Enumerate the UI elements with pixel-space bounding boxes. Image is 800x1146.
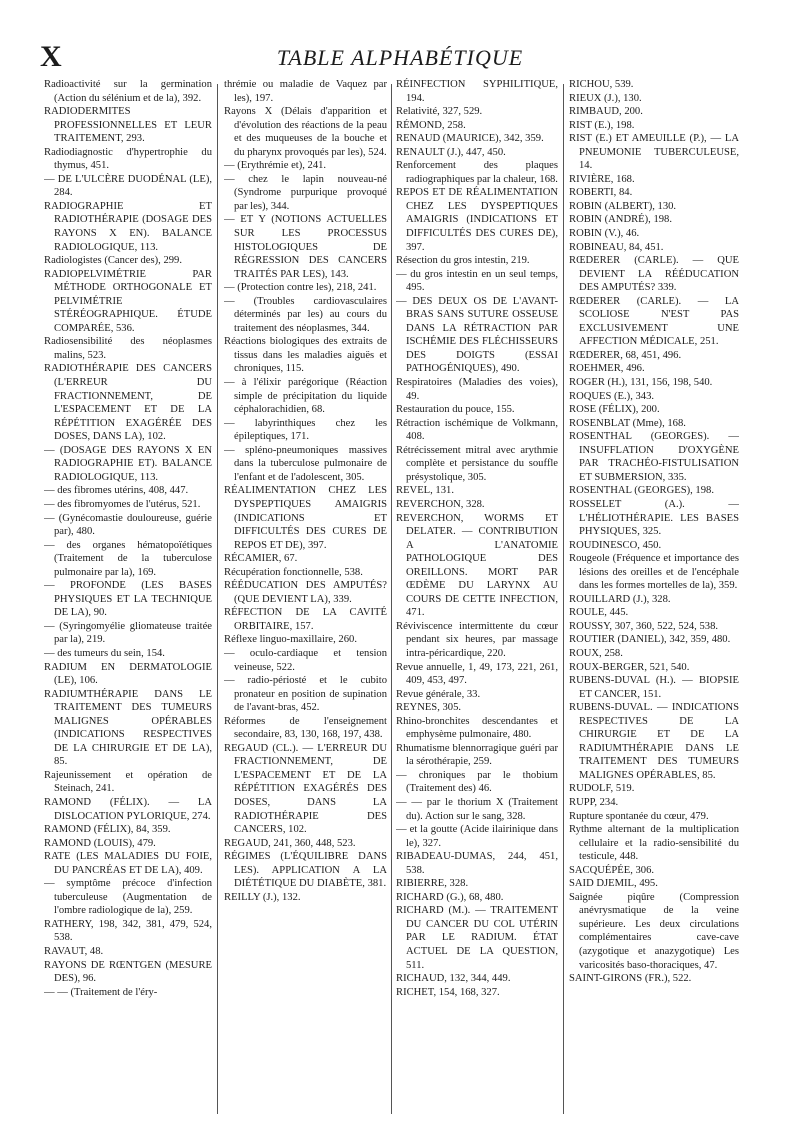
index-entry: thrémie ou maladie de Vaquez par les), 197. — [224, 79, 387, 104]
index-entry: RUBENS-DUVAL (H.). — BIOPSIE ET CANCER, 151. — [569, 675, 739, 700]
index-entry: RIST (E.), 198. — [569, 119, 635, 131]
index-entry: RÉFECTION DE LA CAVITÉ ORBITAIRE, 157. — [224, 607, 387, 632]
index-entry: RADIOGRAPHIE ET RADIOTHÉRAPIE (DOSAGE DES RAYONS X EN). BALANCE RADIOLOGIQUE, 113. — [44, 200, 212, 253]
index-entry: Rhumatisme blennorragique guéri par la sérothérapie, 259. — [396, 742, 558, 768]
index-entry: — spléno-pneumoniques massives dans la tuberculose pulmonaire de l'enfant et de l'adolescent, 305. — [224, 444, 387, 483]
index-entry: — des fibromes utérins, 408, 447. — [44, 485, 189, 497]
index-entry: RÉINFECTION SYPHILITIQUE, 194. — [396, 79, 558, 104]
index-entry: Réactions biologiques des extraits de tissus dans les maladies aiguës et chroniques, 115. — [224, 336, 387, 375]
index-entry: ROSENTHAL (GEORGES). — INSUFFLATION D'OXYGÈNE PAR TRACHÉO-FISTULISATION ET SUBMERSION, 335. — [569, 431, 739, 483]
page-title: TABLE ALPHABÉTIQUE — [276, 45, 524, 70]
index-entry: RIEUX (J.), 130. — [569, 92, 642, 104]
index-entry: REILLY (J.), 132. — [224, 891, 301, 903]
index-entry: RAMOND (FÉLIX). — LA DISLOCATION PYLORIQUE, 274. — [44, 796, 212, 822]
index-entry: RIVIÈRE, 168. — [569, 173, 635, 185]
index-entry: ROEHMER, 496. — [569, 363, 645, 375]
section-letter: X — [40, 40, 62, 73]
index-entry: ROSSELET (A.). — L'HÉLIOTHÉRAPIE. LES BASES PHYSIQUES, 325. — [569, 498, 739, 538]
index-entry: Rupture spontanée du cœur, 479. — [569, 810, 709, 822]
index-entry: RADIOTHÉRAPIE DES CANCERS (L'ERREUR DU FRACTIONNEMENT, DE L'ESPACEMENT ET DE LA RÉPÉTITION EXAGÉRÉE DES DOSES, DANS LA), 102. — [44, 363, 212, 443]
index-entry: ROBINEAU, 84, 451. — [569, 241, 664, 253]
index-entry: ROSENBLAT (Mme), 168. — [569, 417, 686, 429]
index-entry: ROUDINESCO, 450. — [569, 539, 662, 551]
page-header — [0, 40, 800, 80]
index-entry: RICHAUD, 132, 344, 449. — [396, 973, 511, 985]
index-entry: RICHET, 154, 168, 327. — [396, 986, 500, 998]
index-entry: — DES DEUX OS DE L'AVANT-BRAS SANS SUTURE OSSEUSE DANS LA RÉTRACTION PAR ISCHÉMIE DES FLÉCHISSEURS DES DOIGTS (ESSAI PATHOGÉNIQUES), 490. — [396, 295, 558, 375]
index-entry: RIMBAUD, 200. — [569, 106, 643, 118]
index-entry: REGAUD (CL.). — L'ERREUR DU FRACTIONNEMENT, DE L'ESPACEMENT ET DE LA RÉPÉTITION EXAGÉRÉS DES DOSES, DANS LA RADIOTHÉRAPIE DES CANCERS, 102. — [224, 742, 387, 836]
index-entry: REGAUD, 241, 360, 448, 523. — [224, 837, 356, 849]
index-entry: RADIOPELVIMÉTRIE PAR MÉTHODE ORTHOGONALE ET PELVIMÉTRIE STÉRÉOGRAPHIQUE. ÉTUDE COMPARÉE, 536. — [44, 268, 212, 334]
index-entry: RŒDERER (CARLE). — LA SCOLIOSE N'EST PAS EXCLUSIVEMENT UNE AFFECTION MÉDICALE, 251. — [569, 295, 739, 348]
index-entry: — — par le thorium X (Traitement du). Action sur le sang, 328. — [396, 796, 558, 822]
index-entry: Relativité, 327, 529. — [396, 106, 483, 118]
index-entry: — des tumeurs du sein, 154. — [44, 647, 165, 659]
index-entry: RIST (E.) ET AMEUILLE (P.), — LA PNEUMONIE TUBERCULEUSE, 14. — [569, 133, 739, 172]
index-entry: ROGER (H.), 131, 156, 198, 540. — [569, 377, 713, 389]
index-entry: — à l'élixir parégorique (Réaction simple de précipitation du liquide céphalorachidien, 68. — [224, 377, 387, 416]
index-entry: — (Protection contre les), 218, 241. — [224, 282, 377, 294]
index-column-2 — [224, 78, 387, 1138]
index-entry: REPOS ET DE RÉALIMENTATION CHEZ LES DYSPEPTIQUES AMAIGRIS (INDICATIONS ET DIFFICULTÉS DES CURES DE), 397. — [396, 187, 558, 253]
index-entry: — du gros intestin en un seul temps, 495. — [396, 268, 558, 294]
index-entry: — oculo-cardiaque et tension veineuse, 522. — [224, 647, 387, 673]
index-entry: ROUSSY, 307, 360, 522, 524, 538. — [569, 620, 719, 632]
index-column-4 — [569, 78, 739, 1138]
index-entry: — DE L'ULCÈRE DUODÉNAL (LE), 284. — [44, 173, 212, 199]
index-entry: ROUX-BERGER, 521, 540. — [569, 661, 690, 673]
index-entry: — radio-périosté et le cubito pronateur en position de supination de l'avant-bras, 452. — [224, 675, 387, 714]
index-entry: RENAULT (J.), 447, 450. — [396, 146, 506, 158]
index-entry: — symptôme précoce d'infection tuberculeuse (Augmentation de l'ombre radiologique de la), 259. — [44, 878, 212, 917]
index-entry: ROBIN (ANDRÉ), 198. — [569, 214, 672, 226]
index-entry: RICHOU, 539. — [569, 79, 634, 90]
index-entry: RICHARD (G.), 68, 480. — [396, 891, 504, 903]
index-entry: Restauration du pouce, 155. — [396, 404, 515, 416]
index-entry: — (Troubles cardiovasculaires déterminés par les) au cours du traitement des néoplasmes, 344. — [224, 295, 387, 334]
index-entry: ROSE (FÉLIX), 200. — [569, 404, 660, 416]
index-entry: SAINT-GIRONS (FR.), 522. — [569, 973, 692, 985]
index-entry: RIBIERRE, 328. — [396, 878, 469, 890]
index-entry: RÉMOND, 258. — [396, 119, 466, 131]
index-entry: Renforcement des plaques radiographiques par la chaleur, 168. — [396, 160, 558, 185]
index-entry: — et la goutte (Acide ilairinique dans le), 327. — [396, 824, 558, 849]
index-entry: RŒDERER (CARLE). — QUE DEVIENT LA RÉÉDUCATION DES AMPUTÉS? 339. — [569, 255, 739, 294]
index-entry: Réflexe linguo-maxillaire, 260. — [224, 634, 357, 646]
index-entry: RADIUM EN DERMATOLOGIE (LE), 106. — [44, 661, 212, 687]
index-entry: ROUX, 258. — [569, 647, 623, 659]
index-entry: — chez le lapin nouveau-né (Syndrome purpurique provoqué par les), 344. — [224, 173, 387, 212]
index-entry: Rétraction ischémique de Volkmann, 408. — [396, 417, 558, 443]
index-entry: REVEL, 131. — [396, 485, 454, 497]
index-entry: RENAUD (MAURICE), 342, 359. — [396, 133, 544, 145]
index-entry: RÉGIMES (L'ÉQUILIBRE DANS LES). APPLICATION A LA DIÉTÉTIQUE DU DIABÈTE, 381. — [224, 851, 387, 890]
index-entry: ROULE, 445. — [569, 607, 629, 619]
index-entry: — (Erythrémie et), 241. — [224, 160, 327, 172]
index-entry: — (Gynécomastie douloureuse, guérie par), 480. — [44, 512, 212, 538]
index-entry: — des organes hématopoïétiques (Traitement de la tuberculose pulmonaire par la), 169. — [44, 539, 212, 578]
index-entry: RADIUMTHÉRAPIE DANS LE TRAITEMENT DES TUMEURS MALIGNES OPÉRABLES (INDICATIONS RESPECTIVES DE LA CHIRURGIE ET DE LA), 85. — [44, 688, 212, 768]
index-entry: — (Syringomyélie gliomateuse traitée par la), 219. — [44, 620, 212, 646]
index-entry: RÉALIMENTATION CHEZ LES DYSPEPTIQUES AMAIGRIS (INDICATIONS ET DIFFICULTÉS DES CURES DE REPOS ET DE), 397. — [224, 485, 387, 551]
index-entry: Saignée piqûre (Compression anévrysmatique de la veine supérieure. Les deux circulations complémentaires cave-cave (azygotique et anazygotique) Les varicosités baso-thoraciques, 47. — [569, 891, 739, 971]
index-entry: Rythme alternant de la multiplication cellulaire et la radio-sensibilité du testicule, 448. — [569, 824, 739, 863]
index-entry: RAYONS DE RŒNTGEN (MESURE DES), 96. — [44, 959, 212, 985]
index-entry: ROBIN (V.), 46. — [569, 228, 640, 240]
index-entry: RAMOND (FÉLIX), 84, 359. — [44, 824, 171, 836]
index-entry: SAID DJEMIL, 495. — [569, 878, 658, 890]
index-entry: REVERCHON, WORMS ET DELATER. — CONTRIBUTION A L'ANATOMIE PATHOLOGIQUE DES OREILLONS. MORT PAR ŒDÈME DU LARYNX AU COURS DE CETTE INFECTION, 471. — [396, 512, 558, 619]
index-entry: REYNES, 305. — [396, 702, 462, 714]
index-entry: ROQUES (E.), 343. — [569, 390, 655, 402]
column-divider — [391, 84, 392, 1114]
index-entry: Rougeole (Fréquence et importance des lésions des oreilles et de l'encéphale dans les formes mortelles de la), 359. — [569, 553, 739, 592]
index-entry: RATE (LES MALADIES DU FOIE, DU PANCRÉAS ET DE LA), 409. — [44, 851, 212, 876]
index-entry: REVERCHON, 328. — [396, 498, 485, 510]
column-divider — [217, 84, 218, 1114]
index-entry: — ET Y (NOTIONS ACTUELLES SUR LES PROCESSUS HISTOLOGIQUES DE RÉGRESSION DES CANCERS TRAITÉS PAR LES), 143. — [224, 214, 387, 280]
index-entry: Rhino-bronchites descendantes et emphysème pulmonaire, 480. — [396, 715, 558, 741]
index-entry: Radiologistes (Cancer des), 299. — [44, 255, 182, 267]
index-entry: RAVAUT, 48. — [44, 946, 104, 957]
column-divider — [563, 84, 564, 1114]
index-entry: Rayons X (Délais d'apparition et d'évolution des réactions de la peau et des muqueuses de la bouche et du pharynx provoqués par les), 524. — [224, 106, 387, 158]
index-entry: — chroniques par le thobium (Traitement des) 46. — [396, 769, 558, 795]
index-entry: Radiodiagnostic d'hypertrophie du thymus, 451. — [44, 146, 212, 172]
index-entry: ROBERTI, 84. — [569, 187, 633, 199]
index-entry: Revue générale, 33. — [396, 688, 481, 700]
index-entry: RAMOND (LOUIS), 479. — [44, 837, 156, 849]
index-entry: ROUILLARD (J.), 328. — [569, 593, 671, 605]
index-entry: Réformes de l'enseignement secondaire, 83, 130, 168, 197, 438. — [224, 715, 387, 741]
index-entry: Radiosensibilité des néoplasmes malins, 523. — [44, 336, 212, 361]
index-entry: Radioactivité sur la germination (Action du sélénium et de la), 392. — [44, 79, 212, 104]
index-entry: Réviviscence intermittente du cœur pendant six heures, par massage intra-péricardique, 220. — [396, 620, 558, 659]
index-entry: RÉÉDUCATION DES AMPUTÉS? (QUE DEVIENT LA), 339. — [224, 580, 387, 605]
index-entry: Rajeunissement et opération de Steinach, 241. — [44, 769, 212, 795]
index-entry: RADIODERMITES PROFESSIONNELLES ET LEUR TRAITEMENT, 293. — [44, 106, 212, 145]
index-entry: — PROFONDE (LES BASES PHYSIQUES ET LA TECHNIQUE DE LA), 90. — [44, 580, 212, 619]
index-entry: — labyrinthiques chez les épileptiques, 171. — [224, 417, 387, 443]
index-column-1 — [44, 78, 212, 1138]
index-entry: ROSENTHAL (GEORGES), 198. — [569, 485, 714, 497]
index-entry: ROUTIER (DANIEL), 342, 359, 480. — [569, 634, 731, 646]
index-entry: — (DOSAGE DES RAYONS X EN RADIOGRAPHIE ET). BALANCE RADIOLOGIQUE, 113. — [44, 444, 212, 483]
index-column-3 — [396, 78, 558, 1138]
index-entry: — — (Traitement de l'éry- — [44, 986, 158, 998]
index-entry: RUPP, 234. — [569, 796, 619, 808]
index-entry: — des fibromyomes de l'utérus, 521. — [44, 498, 201, 510]
index-entry: RIBADEAU-DUMAS, 244, 451, 538. — [396, 851, 558, 876]
index-entry: Rétrécissement mitral avec arythmie complète et persistance du souffle présystolique, 305. — [396, 444, 558, 483]
index-entry: Récupération fonctionnelle, 538. — [224, 566, 363, 578]
index-entry: Respiratoires (Maladies des voies), 49. — [396, 377, 558, 402]
index-entry: RŒDERER, 68, 451, 496. — [569, 349, 682, 361]
index-entry: RUDOLF, 519. — [569, 783, 635, 795]
index-entry: SACQUÉPÉE, 306. — [569, 864, 655, 876]
index-entry: RUBENS-DUVAL. — INDICATIONS RESPECTIVES DE LA CHIRURGIE ET DE LA RADIUMTHÉRAPIE DANS LE TRAITEMENT DES TUMEURS MALIGNES OPÉRABLES, 85. — [569, 702, 739, 781]
index-entry: RÉCAMIER, 67. — [224, 553, 298, 565]
index-entry: RATHERY, 198, 342, 381, 479, 524, 538. — [44, 918, 212, 944]
index-entry: RICHARD (M.). — TRAITEMENT DU CANCER DU COL UTÉRIN PAR LE RADIUM. ÉTAT ACTUEL DE LA QUESTION, 511. — [396, 905, 558, 971]
index-entry: Revue annuelle, 1, 49, 173, 221, 261, 409, 453, 497. — [396, 661, 558, 687]
index-entry: Résection du gros intestin, 219. — [396, 255, 530, 267]
index-entry: ROBIN (ALBERT), 130. — [569, 200, 677, 212]
